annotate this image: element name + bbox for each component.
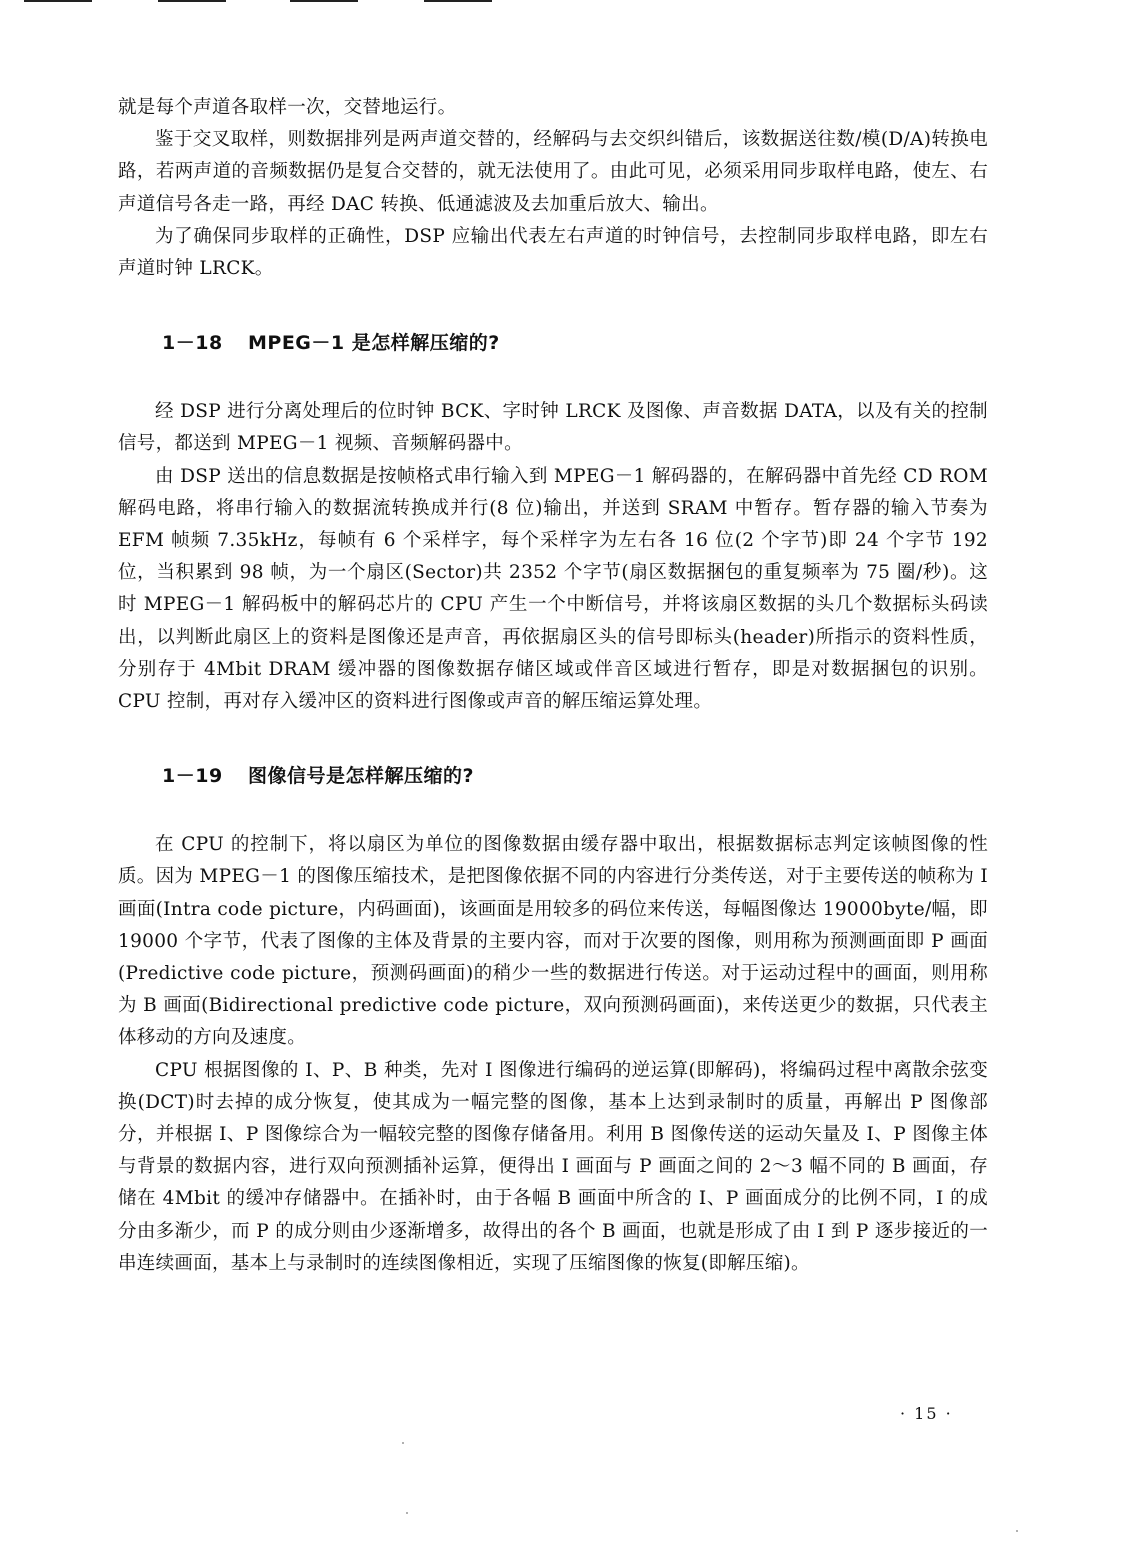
top-rule: [24, 0, 92, 2]
section-number: 1－18: [162, 332, 223, 355]
section-title: 图像信号是怎样解压缩的?: [248, 765, 475, 788]
paragraph: 为了确保同步取样的正确性，DSP 应输出代表左右声道的时钟信号，去控制同步取样电路，即左右声道时钟 LRCK。: [118, 225, 988, 280]
page-body: [118, 92, 988, 1280]
section-title: MPEG－1 是怎样解压缩的?: [248, 332, 500, 355]
paragraph: 经 DSP 进行分离处理后的位时钟 BCK、字时钟 LRCK 及图像、声音数据 DATA，以及有关的控制信号，都送到 MPEG－1 视频、音频解码器中。: [118, 401, 988, 455]
top-rule: [424, 0, 492, 2]
section-heading: [118, 760, 988, 792]
page-number: · 15 ·: [900, 1404, 953, 1423]
paragraph: 在 CPU 的控制下，将以扇区为单位的图像数据由缓存器中取出，根据数据标志判定该帧图像的性质。因为 MPEG－1 的图像压缩技术，是把图像依据不同的内容进行分类传送，对于主要传送的帧称为 I 画面(Intra code picture，内码画面)，该画面是用较多的码位来传送，每幅图像达 19000byte/幅，即 19000 个字节，代表了图像的主体及背景的主要内容，而对于次要的图像，则用称为预测画面即 P 画面(Predictive code picture，预测码画面)的稍少一些的数据进行传送。对于运动过程中的画面，则用称为 B 画面(Bidirectional predictive code picture，双向预测码画面)，来传送更少的数据，只代表主体移动的方向及速度。: [118, 834, 988, 1049]
scan-speck: [1016, 1530, 1018, 1532]
top-rule: [290, 0, 358, 2]
section-heading: [118, 327, 988, 359]
top-rule: [158, 0, 226, 2]
paragraph: CPU 根据图像的 I、P、B 种类，先对 I 图像进行编码的逆运算(即解码)，将编码过程中离散余弦变换(DCT)时去掉的成分恢复，使其成为一幅完整的图像，基本上达到录制时的质量，再解出 P 图像部分，并根据 I、P 图像综合为一幅较完整的图像存储备用。利用 B 图像传送的运动矢量及 I、P 图像主体与背景的数据内容，进行双向预测插补运算，便得出 I 画面与 P 画面之间的 2～3 幅不同的 B 画面，存储在 4Mbit 的缓冲存储器中。在插补时，由于各幅 B 画面中所含的 I、P 画面成分的比例不同，I 的成分由多渐少，而 P 的成分则由少逐渐增多，故得出的各个 B 画面，也就是形成了由 I 到 P 逐步接近的一串连续画面，基本上与录制时的连续图像相近，实现了压缩图像的恢复(即解压缩)。: [118, 1059, 988, 1274]
scan-speck: [406, 1512, 408, 1514]
scan-speck: [402, 1442, 404, 1444]
section-number: 1－19: [162, 765, 223, 788]
paragraph: 由 DSP 送出的信息数据是按帧格式串行输入到 MPEG－1 解码器的，在解码器中首先经 CD ROM 解码电路，将串行输入的数据流转换成并行(8 位)输出，并送到 SRAM 中暂存。暂存器的输入节奏为 EFM 帧频 7.35kHz，每帧有 6 个采样字，每个采样字为左右各 16 位(2 个字节)即 24 个字节 192 位，当积累到 98 帧，为一个扇区(Sector)共 2352 个字节(扇区数据捆包的重复频率为 75 圈/秒)。这时 MPEG－1 解码板中的解码芯片的 CPU 产生一个中断信号，并将该扇区数据的头几个数据标头码读出，以判断此扇区上的资料是图像还是声音，再依据扇区头的信号即标头(header)所指示的资料性质，分别存于 4Mbit DRAM 缓冲器的图像数据存储区域或伴音区域进行暂存，即是对数据捆包的识别。CPU 控制，再对存入缓冲区的资料进行图像或声音的解压缩运算处理。: [118, 465, 988, 713]
paragraph: 鉴于交叉取样，则数据排列是两声道交替的，经解码与去交织纠错后，该数据送往数/模(D/A)转换电路，若两声道的音频数据仍是复合交替的，就无法使用了。由此可见，必须采用同步取样电路，使左、右声道信号各走一路，再经 DAC 转换、低通滤波及去加重后放大、输出。: [118, 129, 988, 215]
paragraph: 就是每个声道各取样一次，交替地运行。: [118, 97, 457, 118]
